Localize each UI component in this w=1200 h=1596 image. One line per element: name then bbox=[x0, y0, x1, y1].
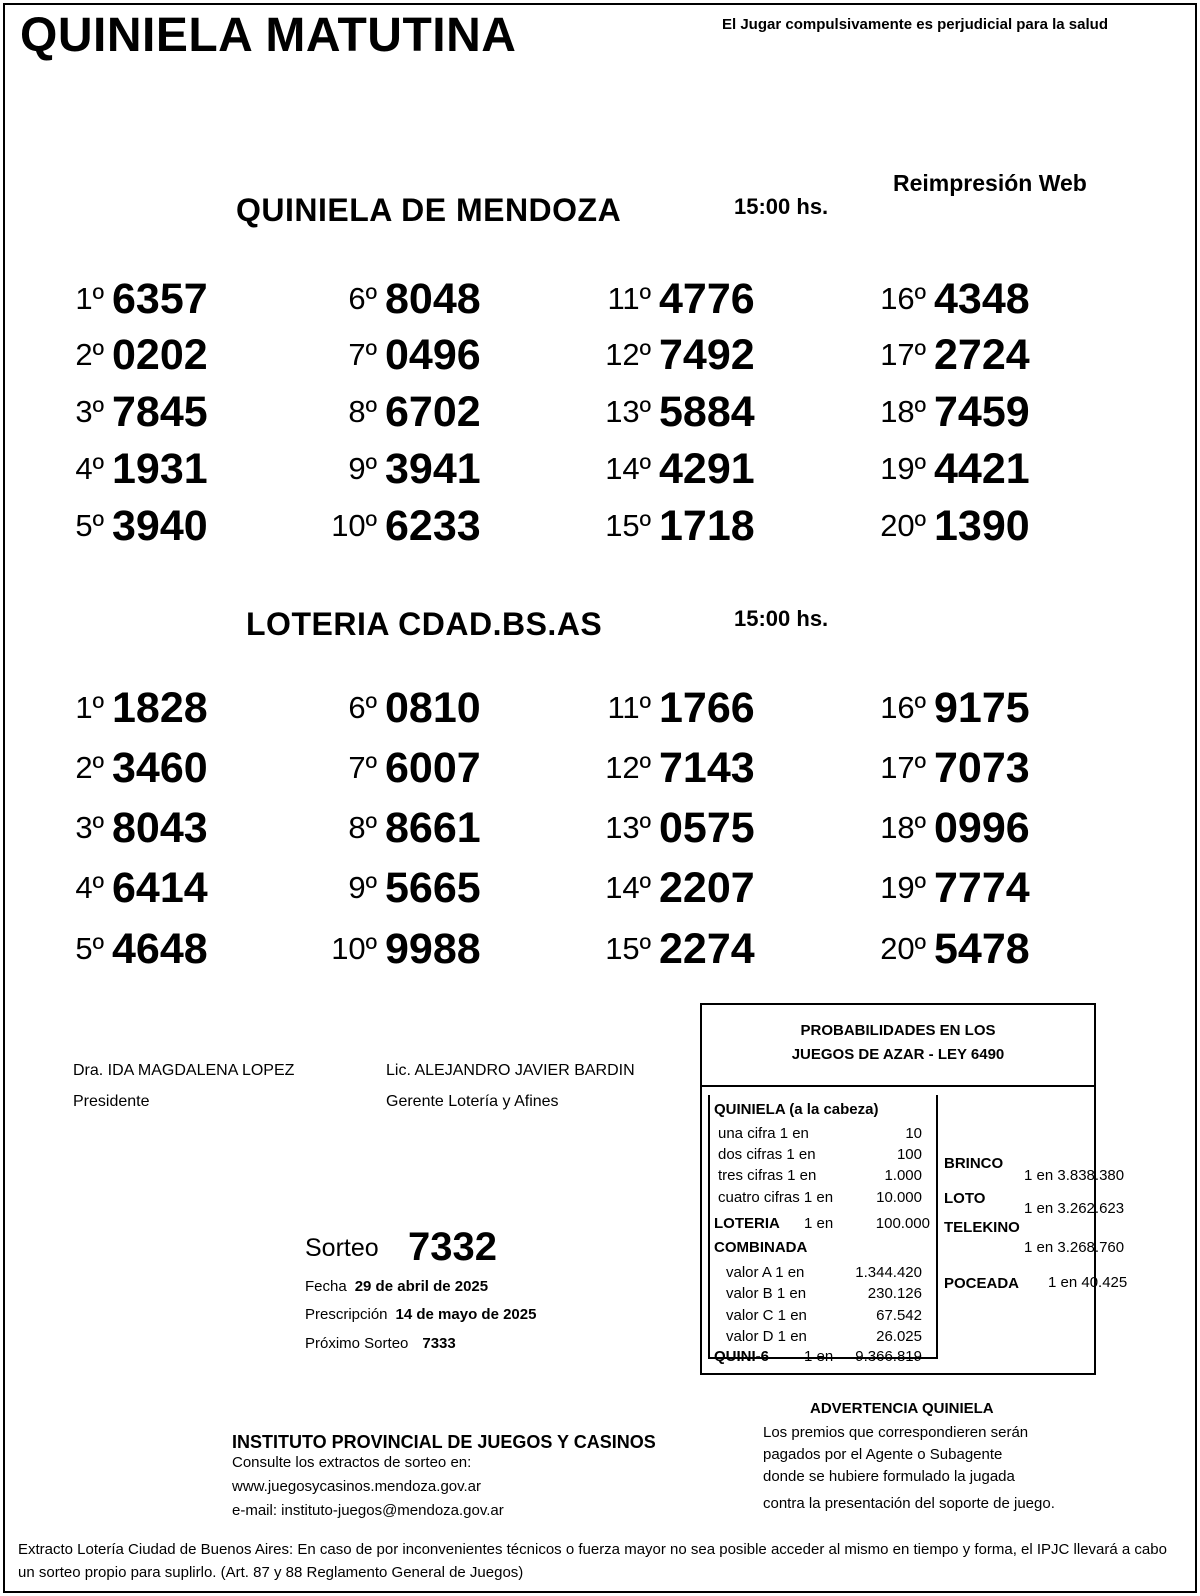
result-position: 4º bbox=[75, 451, 104, 486]
prescripcion-value: 14 de mayo de 2025 bbox=[395, 1306, 537, 1323]
result-number: 7073 bbox=[934, 744, 1030, 792]
prescripcion-row bbox=[305, 1306, 536, 1323]
probabilities-divider bbox=[702, 1085, 1094, 1087]
reprint-label: Reimpresión Web bbox=[893, 170, 1087, 196]
signature-name-manager: Lic. ALEJANDRO JAVIER BARDIN bbox=[386, 1062, 635, 1079]
result-position: 1º bbox=[75, 690, 104, 725]
result-position: 18º bbox=[880, 810, 926, 845]
brinco-prob-value: 1 en 3.838.380 bbox=[1024, 1167, 1125, 1184]
advertencia-title: ADVERTENCIA QUINIELA bbox=[810, 1400, 994, 1417]
result-number: 6007 bbox=[385, 744, 481, 792]
result-position: 3º bbox=[75, 394, 104, 429]
result-position: 1º bbox=[75, 281, 104, 316]
signature-role-manager: Gerente Lotería y Afines bbox=[386, 1093, 559, 1110]
result-position: 18º bbox=[880, 394, 926, 429]
result-number: 4648 bbox=[112, 925, 208, 973]
result-position: 13º bbox=[605, 394, 651, 429]
advertencia-line: donde se hubiere formulado la jugada bbox=[763, 1468, 1015, 1485]
result-position: 2º bbox=[75, 337, 104, 372]
sorteo-number: 7332 bbox=[408, 1225, 497, 1269]
result-position: 20º bbox=[880, 508, 926, 543]
result-number: 4421 bbox=[934, 445, 1030, 493]
quiniela-prob-label: una cifra 1 en bbox=[718, 1125, 809, 1142]
result-position: 5º bbox=[75, 508, 104, 543]
quiniela-prob-label: cuatro cifras 1 en bbox=[718, 1189, 834, 1206]
result-number: 1766 bbox=[659, 684, 755, 732]
poceada-prob-value: 1 en 40.425 bbox=[1048, 1274, 1128, 1291]
result-position: 6º bbox=[348, 281, 377, 316]
combinada-prob-label: valor D 1 en bbox=[726, 1328, 807, 1345]
result-position: 15º bbox=[605, 508, 651, 543]
page-title: QUINIELA MATUTINA bbox=[20, 9, 517, 62]
result-position: 12º bbox=[605, 337, 651, 372]
combinada-prob-label: valor B 1 en bbox=[726, 1285, 807, 1302]
result-number: 1931 bbox=[112, 445, 208, 493]
institute-email[interactable]: e-mail: instituto-juegos@mendoza.gov.ar bbox=[232, 1502, 504, 1519]
result-position: 14º bbox=[605, 451, 651, 486]
result-number: 8043 bbox=[112, 804, 208, 852]
probabilities-title-line2: JUEGOS DE AZAR - LEY 6490 bbox=[791, 1046, 1005, 1063]
result-position: 11º bbox=[607, 281, 651, 316]
quiniela-prob-value: 10 bbox=[905, 1125, 922, 1142]
result-number: 3941 bbox=[385, 445, 481, 493]
result-position: 17º bbox=[880, 750, 926, 785]
result-position: 7º bbox=[348, 750, 377, 785]
result-number: 7143 bbox=[659, 744, 755, 792]
result-position: 5º bbox=[75, 931, 104, 966]
quiniela-prob-label: tres cifras 1 en bbox=[718, 1167, 817, 1184]
quini6-prob-value: 9.366.819 bbox=[855, 1348, 922, 1365]
quini6-prob-mid: 1 en bbox=[804, 1348, 834, 1365]
result-number: 4291 bbox=[659, 445, 755, 493]
telekino-prob-value: 1 en 3.268.760 bbox=[1024, 1239, 1125, 1256]
combinada-prob-value: 67.542 bbox=[876, 1307, 922, 1324]
result-position: 3º bbox=[75, 810, 104, 845]
fecha-label: Fecha bbox=[305, 1278, 347, 1295]
result-position: 13º bbox=[605, 810, 651, 845]
advertencia-line: pagados por el Agente o Subagente bbox=[763, 1446, 1003, 1463]
result-position: 16º bbox=[880, 281, 926, 316]
probabilities-title-line1: PROBABILIDADES EN LOS bbox=[800, 1022, 996, 1039]
quini6-prob-label: QUINI-6 bbox=[714, 1348, 770, 1365]
result-position: 8º bbox=[348, 394, 377, 429]
result-number: 2724 bbox=[934, 331, 1030, 379]
result-position: 9º bbox=[348, 451, 377, 486]
result-number: 0575 bbox=[659, 804, 755, 852]
result-number: 1828 bbox=[112, 684, 208, 732]
result-position: 14º bbox=[605, 870, 651, 905]
institute-website[interactable]: www.juegosycasinos.mendoza.gov.ar bbox=[232, 1478, 482, 1495]
proximo-row bbox=[305, 1335, 456, 1352]
result-position: 12º bbox=[605, 750, 651, 785]
result-position: 2º bbox=[75, 750, 104, 785]
brinco-prob-label: BRINCO bbox=[944, 1155, 1004, 1172]
loteria-prob-mid: 1 en bbox=[804, 1215, 834, 1232]
quiniela-prob-value: 10.000 bbox=[876, 1189, 922, 1206]
result-number: 2274 bbox=[659, 925, 755, 973]
institute-name: INSTITUTO PROVINCIAL DE JUEGOS Y CASINOS bbox=[232, 1432, 656, 1452]
result-number: 6702 bbox=[385, 388, 481, 436]
result-number: 6414 bbox=[112, 864, 208, 912]
combinada-prob-label: valor A 1 en bbox=[726, 1264, 805, 1281]
result-number: 9988 bbox=[385, 925, 481, 973]
result-position: 11º bbox=[607, 690, 651, 725]
health-warning: El Jugar compulsivamente es perjudicial para la salud bbox=[722, 16, 1108, 33]
institute-line: Consulte los extractos de sorteo en: bbox=[232, 1454, 472, 1471]
probabilities-title bbox=[702, 1019, 1094, 1067]
probabilities-box bbox=[700, 1003, 1128, 1375]
result-position: 19º bbox=[880, 870, 926, 905]
loto-prob-value: 1 en 3.262.623 bbox=[1024, 1200, 1125, 1217]
signature-role-president: Presidente bbox=[73, 1093, 150, 1110]
result-position: 9º bbox=[348, 870, 377, 905]
advertencia-line: contra la presentación del soporte de juego. bbox=[763, 1495, 1055, 1512]
result-number: 0496 bbox=[385, 331, 481, 379]
result-number: 4348 bbox=[934, 275, 1030, 323]
result-number: 7459 bbox=[934, 388, 1030, 436]
quiniela-prob-value: 100 bbox=[896, 1146, 922, 1163]
quiniela-prob-label: dos cifras 1 en bbox=[718, 1146, 816, 1163]
result-number: 8661 bbox=[385, 804, 481, 852]
signature-name-president: Dra. IDA MAGDALENA LOPEZ bbox=[73, 1062, 295, 1079]
prescripcion-label: Prescripción bbox=[305, 1306, 388, 1323]
result-number: 8048 bbox=[385, 275, 481, 323]
result-position: 17º bbox=[880, 337, 926, 372]
result-position: 10º bbox=[331, 508, 377, 543]
result-position: 10º bbox=[331, 931, 377, 966]
result-number: 4776 bbox=[659, 275, 755, 323]
advertencia-line: Los premios que correspondieren serán bbox=[763, 1424, 1029, 1441]
result-number: 7845 bbox=[112, 388, 208, 436]
result-number: 5884 bbox=[659, 388, 755, 436]
result-number: 5478 bbox=[934, 925, 1030, 973]
result-number: 6357 bbox=[112, 275, 208, 323]
combinada-prob-value: 26.025 bbox=[876, 1328, 922, 1345]
probabilities-left-border bbox=[708, 1095, 710, 1359]
result-number: 7774 bbox=[934, 864, 1030, 912]
probabilities-column-divider bbox=[936, 1095, 938, 1359]
result-number: 7492 bbox=[659, 331, 755, 379]
loteria-prob-value: 100.000 bbox=[875, 1215, 930, 1232]
result-position: 7º bbox=[348, 337, 377, 372]
result-position: 8º bbox=[348, 810, 377, 845]
result-number: 0810 bbox=[385, 684, 481, 732]
result-position: 4º bbox=[75, 870, 104, 905]
result-number: 0996 bbox=[934, 804, 1030, 852]
result-number: 5665 bbox=[385, 864, 481, 912]
loto-prob-label: LOTO bbox=[944, 1190, 986, 1207]
quiniela-prob-value: 1.000 bbox=[884, 1167, 922, 1184]
combinada-prob-value: 1.344.420 bbox=[855, 1264, 922, 1281]
result-number: 2207 bbox=[659, 864, 755, 912]
loteria-prob-label: LOTERIA bbox=[714, 1215, 780, 1232]
sorteo-label: Sorteo bbox=[305, 1234, 379, 1262]
result-position: 19º bbox=[880, 451, 926, 486]
fecha-value: 29 de abril de 2025 bbox=[354, 1278, 489, 1295]
result-number: 1390 bbox=[934, 502, 1030, 550]
result-number: 9175 bbox=[934, 684, 1030, 732]
footer-note: Extracto Lotería Ciudad de Buenos Aires: En caso de por inconvenientes técnicos o fuerza mayor no sea posible acceder al mismo en tiempo y forma, el IPJC llevará a cabo un sorteo propio para suplirlo. (Art. 87 y 88 Reglamento General de Juegos) bbox=[18, 1541, 1167, 1581]
result-position: 15º bbox=[605, 931, 651, 966]
section-time-loteria: 15:00 hs. bbox=[734, 606, 829, 631]
section-time-mendoza: 15:00 hs. bbox=[734, 194, 829, 219]
section-title-mendoza: QUINIELA DE MENDOZA bbox=[236, 192, 622, 228]
result-position: 6º bbox=[348, 690, 377, 725]
proximo-label: Próximo Sorteo bbox=[305, 1335, 409, 1352]
result-number: 1718 bbox=[659, 502, 755, 550]
quiniela-prob-title: QUINIELA (a la cabeza) bbox=[714, 1101, 879, 1118]
combinada-prob-title: COMBINADA bbox=[714, 1239, 808, 1256]
result-number: 3460 bbox=[112, 744, 208, 792]
poceada-prob-label: POCEADA bbox=[944, 1275, 1020, 1292]
combinada-prob-value: 230.126 bbox=[867, 1285, 922, 1302]
proximo-value: 7333 bbox=[422, 1335, 456, 1352]
combinada-prob-label: valor C 1 en bbox=[726, 1307, 807, 1324]
result-number: 3940 bbox=[112, 502, 208, 550]
result-number: 0202 bbox=[112, 331, 208, 379]
section-title-loteria: LOTERIA CDAD.BS.AS bbox=[246, 606, 603, 642]
result-position: 20º bbox=[880, 931, 926, 966]
result-number: 6233 bbox=[385, 502, 481, 550]
fecha-row bbox=[305, 1278, 488, 1295]
telekino-prob-label: TELEKINO bbox=[944, 1219, 1020, 1236]
result-position: 16º bbox=[880, 690, 926, 725]
